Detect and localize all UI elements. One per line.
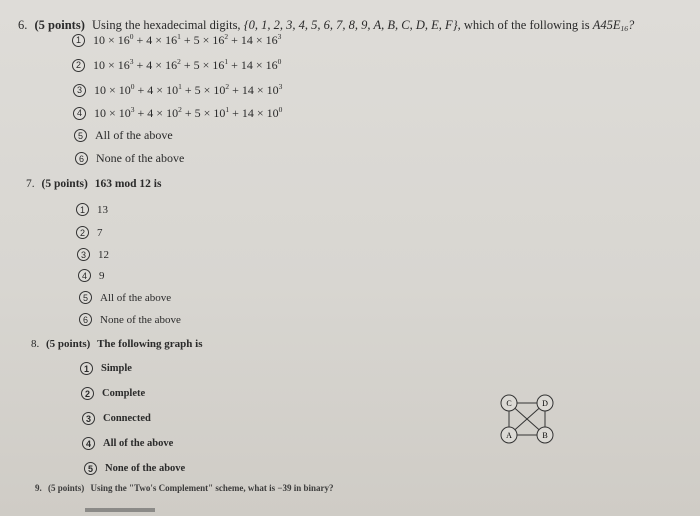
term-exponent: 0: [130, 82, 135, 91]
question-number: 9.: [35, 483, 42, 493]
term-exponent: 0: [129, 32, 134, 41]
answer-option-2[interactable]: [72, 57, 281, 73]
option-text: Complete: [102, 388, 146, 399]
option-marker: 3: [73, 84, 86, 97]
question-number: 6.: [18, 18, 28, 32]
term-exponent: 3: [130, 105, 135, 114]
svg-text:A: A: [506, 431, 512, 440]
answer-option-6[interactable]: [75, 151, 184, 166]
option-text: 12: [98, 248, 109, 261]
option-text: 13: [97, 203, 108, 216]
term-exponent: 1: [178, 82, 182, 91]
term-exponent: 3: [277, 32, 282, 41]
answer-option-3[interactable]: [77, 248, 109, 261]
graph-node-c: [501, 395, 517, 411]
term-base: + 14 × 16: [228, 58, 278, 72]
graph-figure: [498, 393, 556, 445]
question-points: (5 points): [41, 178, 88, 190]
answer-option-5[interactable]: [79, 291, 171, 304]
answer-option-4[interactable]: [73, 105, 282, 121]
option-text: [93, 57, 281, 73]
term-base: + 4 × 16: [133, 33, 178, 47]
answer-option-2[interactable]: [81, 387, 145, 400]
option-text: All of the above: [103, 438, 174, 449]
term-base: + 5 × 10: [181, 106, 226, 120]
term-exponent: 3: [278, 82, 283, 91]
option-text: [94, 82, 282, 98]
term-exponent: 0: [278, 105, 283, 114]
svg-text:B: B: [542, 431, 548, 440]
option-marker: 2: [76, 226, 89, 239]
question-text: Using the "Two's Complement" scheme, what is −39 in binary?: [90, 483, 334, 493]
term-exponent: 2: [225, 82, 230, 91]
term-base: + 5 × 16: [180, 33, 225, 47]
term-base: + 14 × 16: [228, 33, 278, 47]
option-text: [94, 105, 282, 121]
question-points: (5 points): [48, 483, 85, 493]
option-marker: 1: [72, 34, 85, 47]
question-8: [31, 338, 203, 350]
option-marker: 1: [80, 362, 93, 375]
term-base: + 5 × 10: [181, 83, 226, 97]
option-text: 7: [97, 226, 103, 239]
term-exponent: 1: [224, 57, 229, 66]
answer-option-5[interactable]: [74, 128, 173, 143]
answer-option-2[interactable]: [76, 226, 103, 239]
option-text: [93, 32, 281, 48]
question-text: The following graph is: [97, 338, 203, 350]
option-marker: 2: [81, 387, 94, 400]
answer-option-1[interactable]: [72, 32, 281, 48]
graph-node-d: [537, 395, 553, 411]
question-points: (5 points): [46, 338, 91, 350]
question-points: (5 points): [34, 18, 85, 32]
hex-value: $A45E_{16}$?: [592, 18, 635, 33]
svg-text:C: C: [506, 399, 512, 408]
svg-text:D: D: [542, 399, 548, 408]
term-base: 10 × 10: [94, 83, 131, 97]
question-text: Using the hexadecimal digits,: [91, 18, 241, 32]
graph-node-b: [537, 427, 553, 443]
answer-option-3[interactable]: [82, 412, 151, 425]
term-exponent: 2: [177, 57, 181, 66]
term-exponent: 1: [225, 105, 230, 114]
option-marker: 4: [73, 107, 86, 120]
option-marker: 4: [78, 269, 91, 282]
graph-node-a: [501, 427, 517, 443]
option-marker: 6: [75, 152, 88, 165]
option-marker: 6: [79, 313, 92, 326]
answer-option-4[interactable]: [82, 437, 173, 450]
question-number: 8.: [31, 338, 40, 350]
term-exponent: 2: [224, 32, 229, 41]
option-marker: 3: [77, 248, 90, 261]
term-base: + 4 × 10: [134, 83, 179, 97]
term-base: + 5 × 16: [180, 58, 225, 72]
term-exponent: 2: [178, 105, 182, 114]
term-base: + 4 × 10: [134, 106, 179, 120]
option-text: None of the above: [96, 151, 185, 165]
option-marker: 2: [72, 59, 85, 72]
option-marker: 4: [82, 437, 95, 450]
term-base: + 14 × 10: [229, 106, 279, 120]
term-base: + 14 × 10: [229, 83, 279, 97]
question-7: [26, 178, 161, 190]
answer-option-3[interactable]: [73, 82, 282, 98]
term-base: 10 × 16: [93, 33, 130, 47]
option-marker: 3: [82, 412, 95, 425]
answer-option-6[interactable]: [79, 313, 181, 326]
term-exponent: 3: [129, 57, 134, 66]
term-base: 10 × 10: [94, 106, 131, 120]
option-text: Connected: [103, 413, 151, 424]
option-text: All of the above: [95, 128, 173, 142]
term-exponent: 1: [177, 32, 181, 41]
option-marker: 5: [84, 462, 97, 475]
question-number: 7.: [26, 178, 35, 190]
option-text: None of the above: [105, 463, 186, 474]
option-text: Simple: [101, 363, 132, 374]
option-marker: 5: [79, 291, 92, 304]
question-9: [35, 483, 333, 493]
option-marker: 1: [76, 203, 89, 216]
answer-option-4[interactable]: [78, 269, 105, 282]
term-base: + 4 × 16: [133, 58, 178, 72]
cut-off-option: [85, 504, 155, 514]
term-exponent: 0: [277, 57, 282, 66]
option-text: All of the above: [100, 291, 172, 304]
question-text-after: which of the following is: [463, 18, 590, 32]
term-base: 10 × 16: [93, 58, 130, 72]
option-text: 9: [99, 269, 105, 282]
option-text: None of the above: [100, 313, 181, 326]
question-text: 163 mod 12 is: [94, 178, 162, 190]
question-6: [18, 18, 634, 33]
option-marker: 5: [74, 129, 87, 142]
answer-option-1[interactable]: [80, 362, 132, 375]
answer-option-5[interactable]: [84, 462, 185, 475]
digit-set: {0, 1, 2, 3, 4, 5, 6, 7, 8, 9, A, B, C, D, E, F},: [243, 18, 461, 32]
answer-option-1[interactable]: [76, 203, 108, 216]
